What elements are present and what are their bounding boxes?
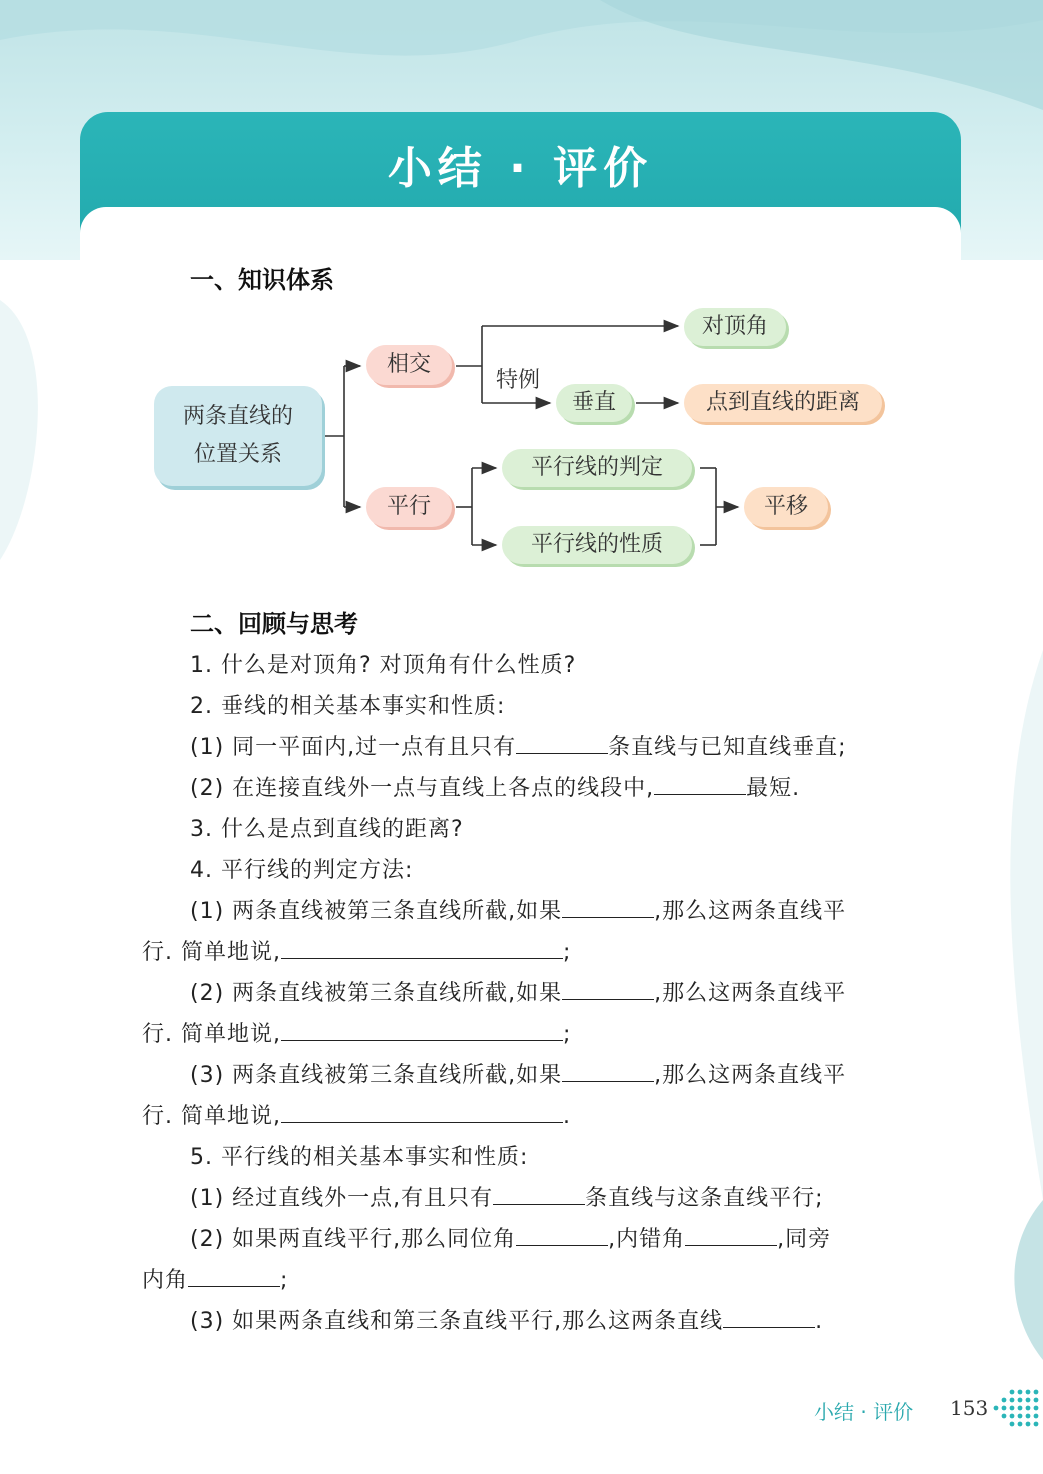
answer-blank[interactable] <box>685 1223 777 1246</box>
question-5-2-line1: (2) 如果两直线平行,那么同位角 ,内错角 ,同旁 <box>190 1222 831 1253</box>
question-4: 4. 平行线的判定方法: <box>190 858 414 883</box>
question-1: 1. 什么是对顶角? 对顶角有什么性质? <box>190 653 577 678</box>
question-2-1: (1) 同一平面内,过一点有且只有 条直线与已知直线垂直; <box>190 730 847 761</box>
footer-section-label: 小结 · 评价 <box>814 1400 914 1424</box>
answer-blank[interactable] <box>493 1182 585 1205</box>
answer-blank[interactable] <box>562 1059 654 1082</box>
answer-blank[interactable] <box>281 1018 563 1041</box>
question-4-3-line1: (3) 两条直线被第三条直线所截,如果 ,那么这两条直线平 <box>190 1058 846 1089</box>
question-3: 3. 什么是点到直线的距离? <box>190 817 464 842</box>
concept-node-root: 两条直线的 位置关系 <box>154 386 322 486</box>
answer-blank[interactable] <box>562 895 654 918</box>
concept-node-intersect: 相交 <box>366 345 452 385</box>
question-5: 5. 平行线的相关基本事实和性质: <box>190 1145 529 1170</box>
answer-blank[interactable] <box>281 1100 563 1123</box>
answer-blank[interactable] <box>516 1223 608 1246</box>
dot-pattern-icon <box>992 1388 1040 1428</box>
question-5-1: (1) 经过直线外一点,有且只有 条直线与这条直线平行; <box>190 1181 824 1212</box>
question-5-3: (3) 如果两条直线和第三条直线平行,那么这两条直线 . <box>190 1304 823 1335</box>
question-4-2-line1: (2) 两条直线被第三条直线所截,如果 ,那么这两条直线平 <box>190 976 846 1007</box>
question-4-1-line2: 行. 简单地说, ; <box>142 935 571 966</box>
question-2-2: (2) 在连接直线外一点与直线上各点的线段中, 最短. <box>190 771 800 802</box>
concept-node-translation: 平移 <box>744 487 828 527</box>
answer-blank[interactable] <box>723 1305 815 1328</box>
concept-node-perpendicular: 垂直 <box>556 384 632 422</box>
question-2: 2. 垂线的相关基本事实和性质: <box>190 694 506 719</box>
answer-blank[interactable] <box>562 977 654 1000</box>
page-title: 小结 · 评价 <box>387 143 654 194</box>
answer-blank[interactable] <box>281 936 563 959</box>
answer-blank[interactable] <box>654 772 746 795</box>
question-4-3-line2: 行. 简单地说, . <box>142 1099 571 1130</box>
concept-node-parallel-properties: 平行线的性质 <box>502 526 692 564</box>
section-heading-review: 二、回顾与思考 <box>190 610 358 638</box>
question-5-2-line2: 内角 ; <box>142 1263 288 1294</box>
concept-label-special-case: 特例 <box>496 368 541 393</box>
question-4-1-line1: (1) 两条直线被第三条直线所截,如果 ,那么这两条直线平 <box>190 894 846 925</box>
concept-node-distance: 点到直线的距离 <box>684 384 882 422</box>
concept-node-parallel: 平行 <box>366 487 452 527</box>
answer-blank[interactable] <box>516 731 608 754</box>
page-number: 153 <box>950 1396 989 1420</box>
answer-blank[interactable] <box>188 1264 280 1287</box>
concept-node-vertical-angles: 对顶角 <box>684 308 786 346</box>
section-heading-knowledge-system: 一、知识体系 <box>190 266 334 294</box>
concept-node-parallel-criteria: 平行线的判定 <box>502 449 692 487</box>
question-4-2-line2: 行. 简单地说, ; <box>142 1017 571 1048</box>
